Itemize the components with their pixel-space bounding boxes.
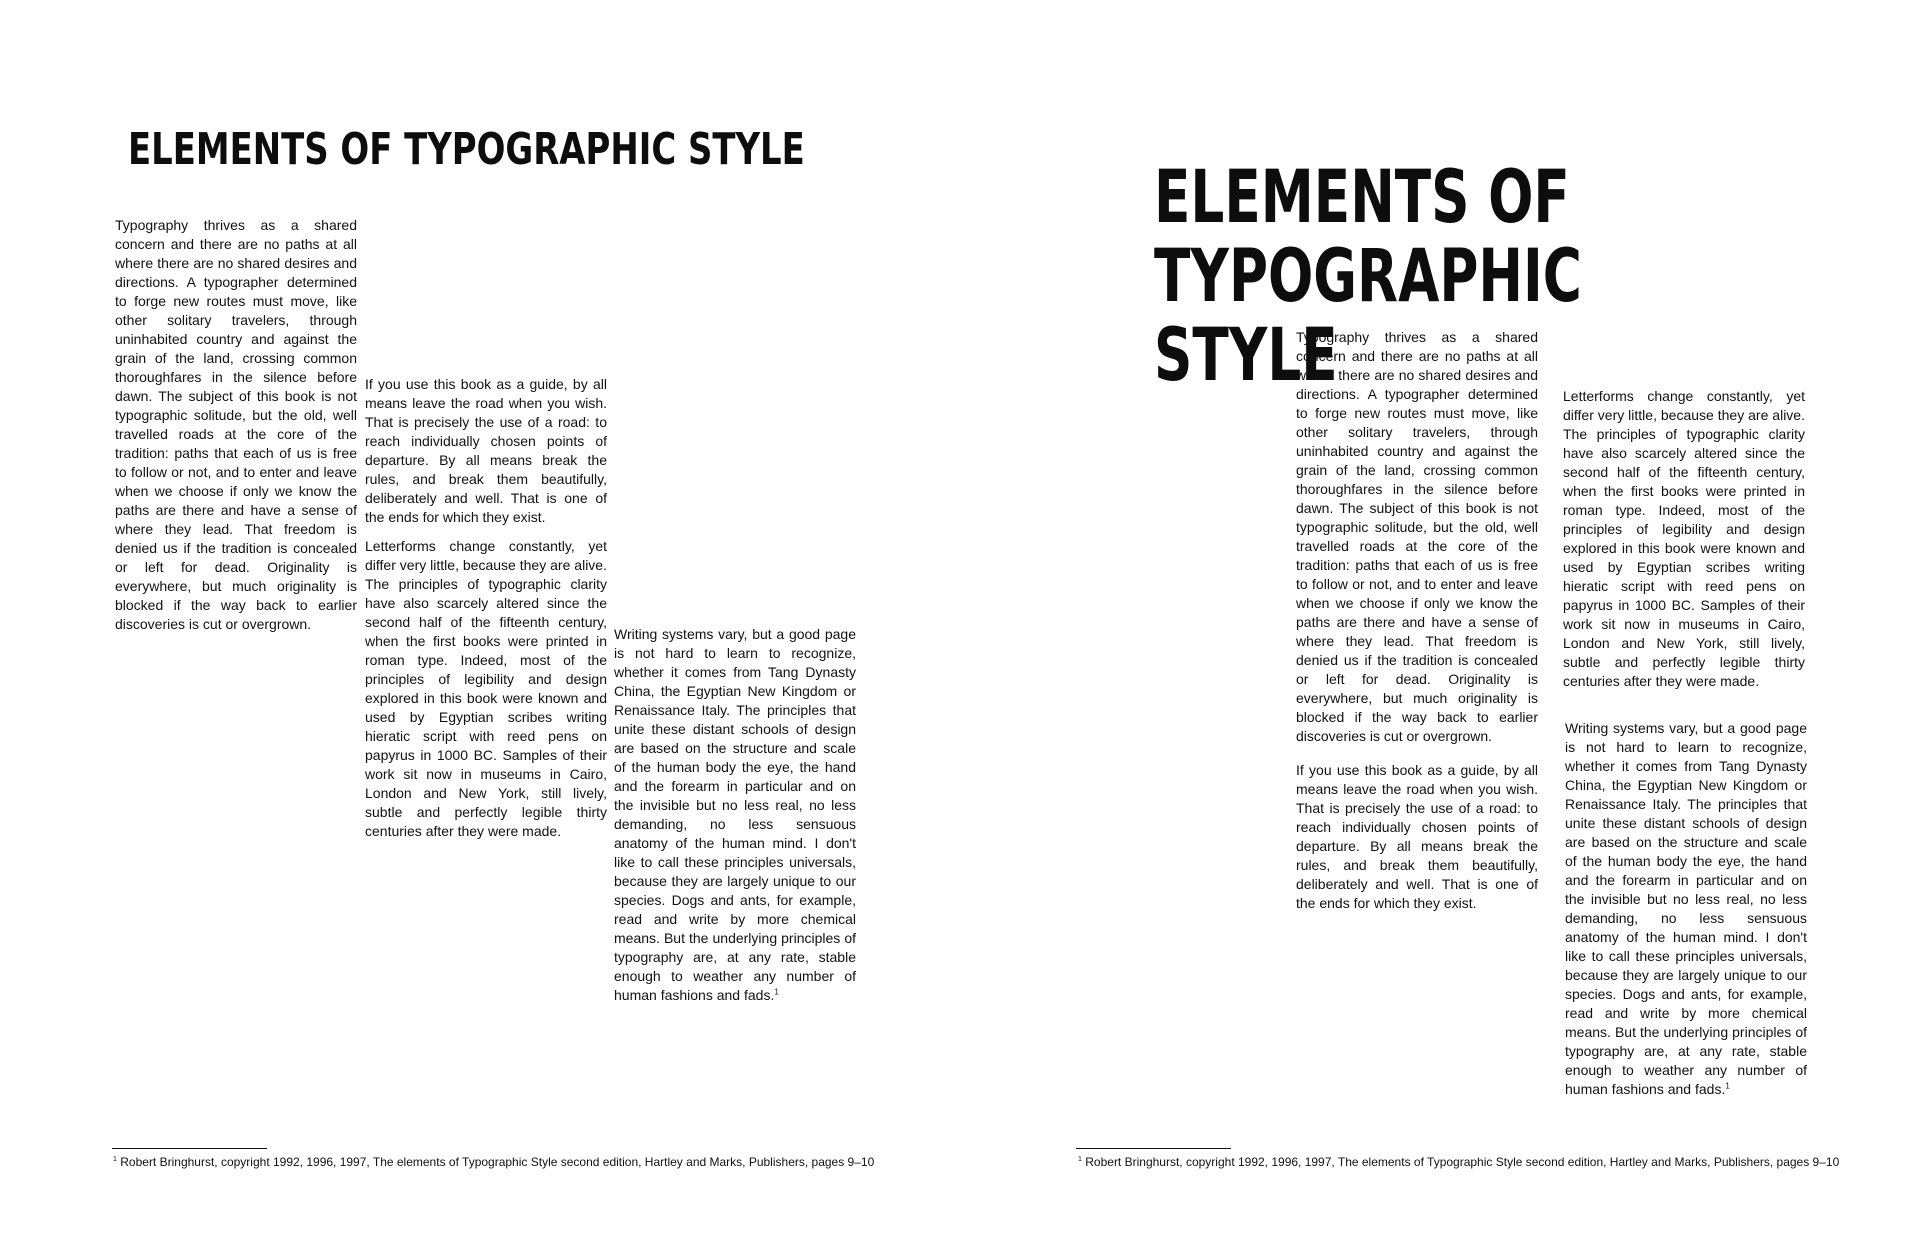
paragraph-right-2: If you use this book as a guide, by all means leave the road when you wish. That is precisely the use of a road: to reach individually chosen points of departure. By all means break the rules, and break them beautifully, deliberately and well. That is one of the ends for which they exist. (1296, 762, 1538, 911)
paragraph-left-4 (614, 625, 856, 1005)
footnote-right (1078, 1154, 1848, 1170)
footnote-marker-left: 1 (113, 1156, 117, 1163)
page-title-left: ELEMENTS OF TYPOGRAPHIC STYLE (128, 124, 805, 175)
paragraph-left-3: Letterforms change constantly, yet differ very little, because they are alive. The principles of typographic clarity have also scarcely altered since the second half of the fifteenth century, when the first books were printed in roman type. Indeed, most of the principles of legibility and design explored in this book were known and used by Egyptian scribes writing hieratic script with reed pens on papyrus in 1000 BC. Samples of their work sit now in museums in Cairo, London and New York, still lively, subtle and perfectly legible thirty centuries after they were made. (365, 538, 607, 839)
footnote-text-left: Robert Bringhurst, copyright 1992, 1996, 1997, The elements of Typographic Style second edition, Hartley and Marks, Publishers, pages 9–10 (120, 1155, 875, 1169)
footnote-ref-right: 1 (1725, 1081, 1730, 1091)
footnote-rule-left (112, 1148, 267, 1149)
paragraph-left-2: If you use this book as a guide, by all means leave the road when you wish. That is precisely the use of a road: to reach individually chosen points of departure. By all means break the rules, and break them beautifully, deliberately and well. That is one of the ends for which they exist. (365, 376, 607, 525)
paragraph-right-1: Typography thrives as a shared concern and there are no paths at all where there are no shared desires and directions. A typographer determined to forge new routes must move, like other solitary travelers, through uninhabited country and against the grain of the land, crossing common thoroughfares in the silence before dawn. The subject of this book is not typographic solitude, but the old, well travelled roads at the core of the tradition: paths that each of us is free to follow or not, and to enter and leave when we choose if only we know the paths are there and have a sense of where they lead. That freedom is denied us if the tradition is concealed or left for dead. Originality is everywhere, but much originality is blocked if the way back to earlier discoveries is cut or overgrown. (1296, 329, 1538, 744)
paragraph-left-4-text: Writing systems vary, but a good page is not hard to learn to recognize, whether it comes from Tang Dynasty China, the Egyptian New Kingdom or Renaissance Italy. The principles that unite these distant schools of design are based on the structure and scale of the human body the eye, the hand and the forearm in particular and on the invisible but no less real, no less demanding, no less sensuous anatomy of the human mind. I don't like to call these principles universals, because they are largely unique to our species. Dogs and ants, for example, read and write by more chemical means. But the underlying principles of typography are, at any rate, stable enough to weather any number of human fashions and fads. (614, 626, 856, 1003)
footnote-text-right: Robert Bringhurst, copyright 1992, 1996, 1997, The elements of Typographic Style second edition, Hartley and Marks, Publishers, pages 9–10 (1085, 1155, 1840, 1169)
footnote-rule-right (1076, 1148, 1231, 1149)
footnote-left (113, 1154, 883, 1170)
page-title-right: ELEMENTS OF TYPOGRAPHIC STYLE (1154, 155, 1582, 398)
paragraph-left-1: Typography thrives as a shared concern and there are no paths at all where there are no shared desires and directions. A typographer determined to forge new routes must move, like other solitary travelers, through uninhabited country and against the grain of the land, crossing common thoroughfares in the silence before dawn. The subject of this book is not typographic solitude, but the old, well travelled roads at the core of the tradition: paths that each of us is free to follow or not, and to enter and leave when we choose if only we know the paths are there and have a sense of where they lead. That freedom is denied us if the tradition is concealed or left for dead. Originality is everywhere, but much originality is blocked if the way back to earlier discoveries is cut or overgrown. (115, 217, 357, 632)
paragraph-right-4-text: Writing systems vary, but a good page is not hard to learn to recognize, whether it comes from Tang Dynasty China, the Egyptian New Kingdom or Renaissance Italy. The principles that unite these distant schools of design are based on the structure and scale of the human body the eye, the hand and the forearm in particular and on the invisible but no less real, no less demanding, no less sensuous anatomy of the human mind. I don't like to call these principles universals, because they are largely unique to our species. Dogs and ants, for example, read and write by more chemical means. But the underlying principles of typography are, at any rate, stable enough to weather any number of human fashions and fads. (1565, 720, 1807, 1097)
footnote-ref-left: 1 (774, 987, 779, 997)
footnote-marker-right: 1 (1078, 1156, 1082, 1163)
paragraph-right-4 (1565, 719, 1807, 1099)
paragraph-right-3: Letterforms change constantly, yet differ very little, because they are alive. The principles of typographic clarity have also scarcely altered since the second half of the fifteenth century, when the first books were printed in roman type. Indeed, most of the principles of legibility and design explored in this book were known and used by Egyptian scribes writing hieratic script with reed pens on papyrus in 1000 BC. Samples of their work sit now in museums in Cairo, London and New York, still lively, subtle and perfectly legible thirty centuries after they were made. (1563, 388, 1805, 689)
